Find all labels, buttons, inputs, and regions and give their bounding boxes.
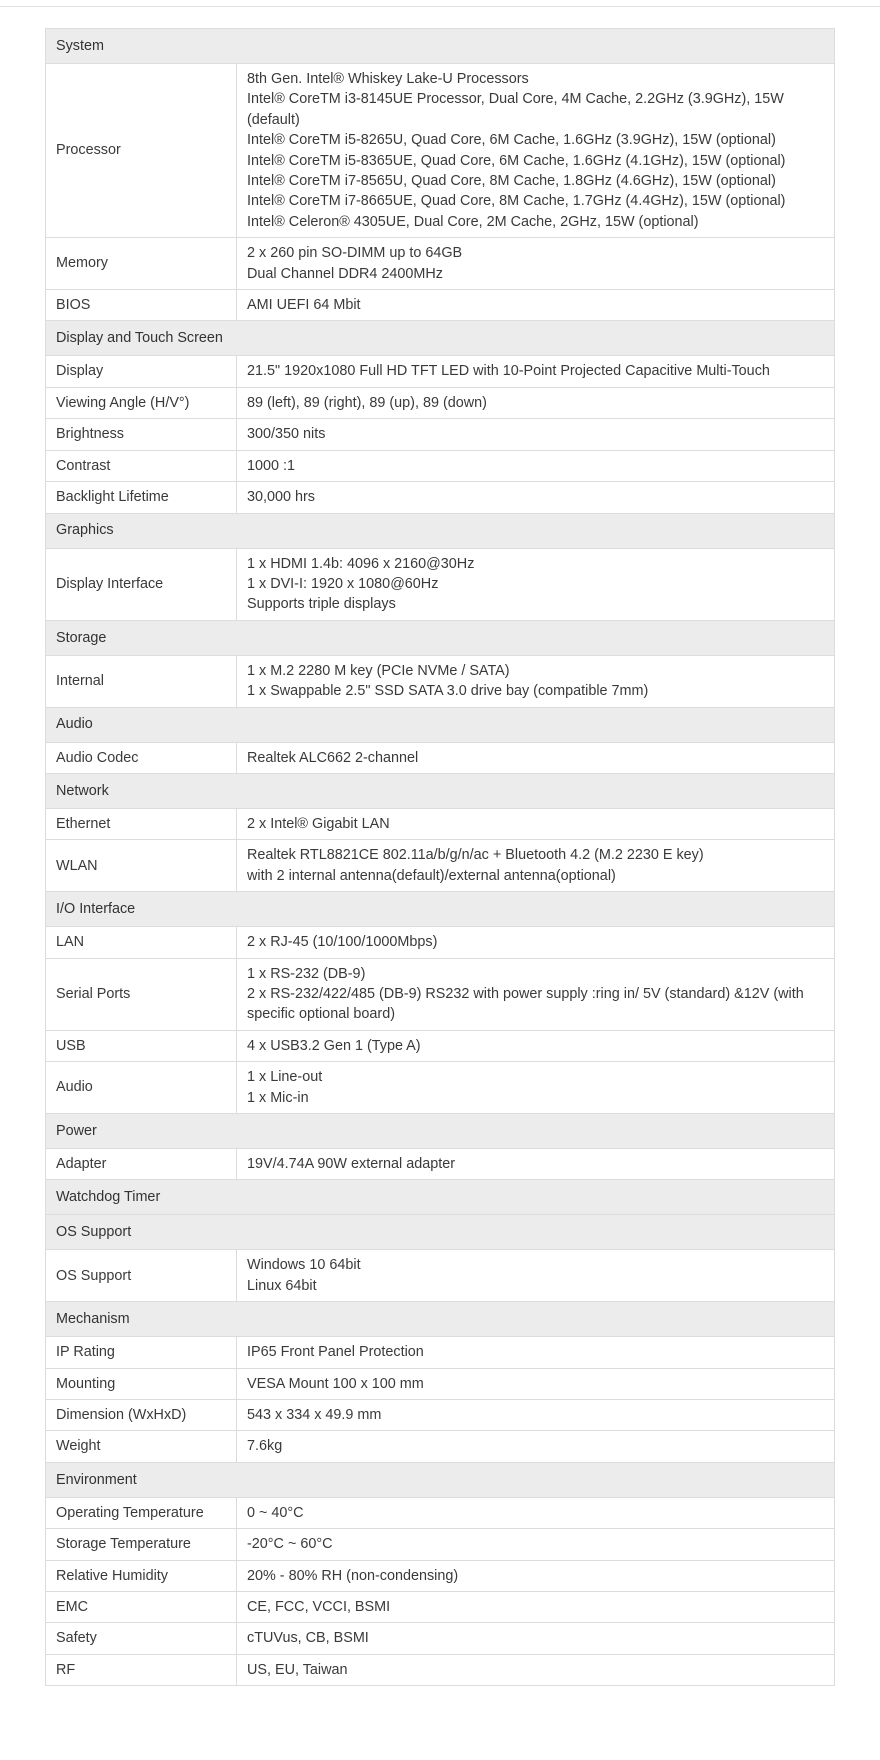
spec-value [237, 548, 835, 620]
spec-value-line: IP65 Front Panel Protection [247, 1344, 424, 1361]
spec-label: Backlight Lifetime [46, 482, 237, 513]
spec-label: BIOS [46, 290, 237, 321]
spec-value-line: Intel® CoreTM i3-8145UE Processor, Dual Core, 4M Cache, 2.2GHz (3.9GHz), 15W (default) [247, 91, 784, 128]
spec-label: OS Support [46, 1250, 237, 1302]
spec-value-line: 0 ~ 40°C [247, 1504, 304, 1521]
spec-value [237, 419, 835, 450]
spec-label: Audio Codec [46, 742, 237, 773]
spec-value-line: AMI UEFI 64 Mbit [247, 297, 361, 314]
spec-value-line: Intel® CoreTM i5-8365UE, Quad Core, 6M Cache, 1.6GHz (4.1GHz), 15W (optional) [247, 152, 786, 169]
spec-row [46, 1623, 835, 1654]
spec-value [237, 742, 835, 773]
spec-value-line: Intel® CoreTM i7-8665UE, Quad Core, 8M Cache, 1.7GHz (4.4GHz), 15W (optional) [247, 193, 786, 210]
spec-label: Viewing Angle (H/V°) [46, 387, 237, 418]
spec-value-line: -20°C ~ 60°C [247, 1536, 333, 1553]
spec-value-line: 2 x Intel® Gigabit LAN [247, 815, 390, 832]
spec-value-line: 4 x USB3.2 Gen 1 (Type A) [247, 1037, 421, 1054]
spec-row [46, 450, 835, 481]
spec-label: RF [46, 1654, 237, 1685]
spec-row [46, 64, 835, 238]
spec-label: Mounting [46, 1368, 237, 1399]
spec-value-line: 1 x HDMI 1.4b: 4096 x 2160@30Hz [247, 555, 475, 572]
spec-row [46, 238, 835, 290]
spec-value [237, 1497, 835, 1528]
spec-row [46, 927, 835, 958]
section-title: OS Support [46, 1215, 835, 1250]
section-header-row [46, 773, 835, 808]
spec-value-line: 89 (left), 89 (right), 89 (up), 89 (down) [247, 394, 487, 411]
section-header-row [46, 321, 835, 356]
spec-value-line: 30,000 hrs [247, 489, 316, 506]
spec-row [46, 1149, 835, 1180]
spec-value-line: 1 x Mic-in [247, 1089, 309, 1106]
spec-value-line: 1 x Swappable 2.5" SSD SATA 3.0 drive bay (compatible 7mm) [247, 683, 649, 700]
spec-value-line: 1000 :1 [247, 457, 296, 474]
spec-label: USB [46, 1030, 237, 1061]
section-header-row [46, 892, 835, 927]
spec-row [46, 1250, 835, 1302]
spec-value [237, 356, 835, 387]
spec-value [237, 450, 835, 481]
section-title: Network [46, 773, 835, 808]
spec-value-line: 19V/4.74A 90W external adapter [247, 1156, 456, 1172]
spec-value [237, 1250, 835, 1302]
spec-row [46, 1400, 835, 1431]
spec-value-line: with 2 internal antenna(default)/external antenna(optional) [247, 867, 616, 884]
spec-value [237, 1400, 835, 1431]
spec-value-line: 1 x Line-out [247, 1069, 323, 1086]
section-header-row [46, 1462, 835, 1497]
spec-label: EMC [46, 1592, 237, 1623]
spec-value-line: 300/350 nits [247, 426, 326, 443]
spec-row [46, 808, 835, 839]
spec-value-line: 20% - 80% RH (non-condensing) [247, 1567, 459, 1584]
spec-value [237, 1149, 835, 1180]
spec-value-line: 1 x DVI-I: 1920 x 1080@60Hz [247, 575, 439, 592]
spec-value [237, 1560, 835, 1591]
section-title: Display and Touch Screen [46, 321, 835, 356]
spec-label: Audio [46, 1062, 237, 1114]
spec-label: Dimension (WxHxD) [46, 1400, 237, 1431]
section-title: I/O Interface [46, 892, 835, 927]
spec-row [46, 548, 835, 620]
spec-value [237, 238, 835, 290]
section-header-row [46, 1180, 835, 1215]
spec-value [237, 64, 835, 238]
spec-label: WLAN [46, 840, 237, 892]
section-header-row [46, 1215, 835, 1250]
spec-label: Storage Temperature [46, 1529, 237, 1560]
spec-value [237, 1431, 835, 1462]
spec-row [46, 1592, 835, 1623]
spec-label: Internal [46, 655, 237, 707]
spec-value-line: 21.5" 1920x1080 Full HD TFT LED with 10-Point Projected Capacitive Multi-Touch [247, 363, 770, 380]
spec-value-line: CE, FCC, VCCI, BSMI [247, 1599, 391, 1616]
section-header-row [46, 1302, 835, 1337]
spec-label: Safety [46, 1623, 237, 1654]
spec-row [46, 655, 835, 707]
spec-value-line: Supports triple displays [247, 596, 396, 613]
spec-label: Contrast [46, 450, 237, 481]
spec-value [237, 1529, 835, 1560]
spec-label: LAN [46, 927, 237, 958]
spec-row [46, 1529, 835, 1560]
spec-label: IP Rating [46, 1337, 237, 1368]
spec-value-line: Dual Channel DDR4 2400MHz [247, 265, 443, 282]
spec-value-line: Intel® CoreTM i7-8565U, Quad Core, 8M Cache, 1.8GHz (4.6GHz), 15W (optional) [247, 173, 776, 190]
spec-value-line: 2 x 260 pin SO-DIMM up to 64GB [247, 245, 463, 262]
spec-table [45, 28, 835, 1686]
spec-label: Serial Ports [46, 958, 237, 1030]
spec-value-line: 2 x RJ-45 (10/100/1000Mbps) [247, 934, 438, 951]
spec-row [46, 1368, 835, 1399]
section-header-row [46, 513, 835, 548]
spec-value [237, 808, 835, 839]
spec-row [46, 1030, 835, 1061]
spec-row [46, 1497, 835, 1528]
spec-value [237, 927, 835, 958]
spec-table-body [46, 29, 835, 1686]
section-title: Audio [46, 707, 835, 742]
spec-label: Weight [46, 1431, 237, 1462]
section-header-row [46, 29, 835, 64]
section-title: Graphics [46, 513, 835, 548]
spec-value-line: Linux 64bit [247, 1277, 317, 1294]
section-title: Mechanism [46, 1302, 835, 1337]
spec-row [46, 1431, 835, 1462]
spec-row [46, 387, 835, 418]
spec-row [46, 840, 835, 892]
spec-row [46, 958, 835, 1030]
section-title: Environment [46, 1462, 835, 1497]
spec-value-line: Realtek RTL8821CE 802.11a/b/g/n/ac + Bluetooth 4.2 (M.2 2230 E key) [247, 847, 704, 864]
section-title: Power [46, 1114, 835, 1149]
section-title: System [46, 29, 835, 64]
spec-row [46, 742, 835, 773]
spec-label: Relative Humidity [46, 1560, 237, 1591]
spec-value-line: cTUVus, CB, BSMI [247, 1630, 369, 1647]
spec-value [237, 1062, 835, 1114]
spec-label: Operating Temperature [46, 1497, 237, 1528]
spec-label: Memory [46, 238, 237, 290]
spec-value-line: Windows 10 64bit [247, 1257, 361, 1274]
spec-value [237, 840, 835, 892]
spec-value [237, 387, 835, 418]
spec-value-line: Intel® Celeron® 4305UE, Dual Core, 2M Cache, 2GHz, 15W (optional) [247, 213, 699, 230]
spec-value-line: Intel® CoreTM i5-8265U, Quad Core, 6M Cache, 1.6GHz (3.9GHz), 15W (optional) [247, 132, 776, 149]
section-title: Storage [46, 620, 835, 655]
spec-value [237, 655, 835, 707]
spec-value-line: 1 x RS-232 (DB-9) [247, 965, 366, 982]
page-top-divider [0, 6, 880, 7]
spec-label: Display [46, 356, 237, 387]
spec-value-line: 7.6kg [247, 1438, 283, 1455]
spec-row [46, 356, 835, 387]
spec-value-line: 1 x M.2 2280 M key (PCIe NVMe / SATA) [247, 662, 510, 679]
spec-value-line: VESA Mount 100 x 100 mm [247, 1375, 424, 1392]
spec-value [237, 1337, 835, 1368]
spec-row [46, 482, 835, 513]
spec-label: Processor [46, 64, 237, 238]
spec-row [46, 290, 835, 321]
section-title: Watchdog Timer [46, 1180, 835, 1215]
spec-value [237, 1623, 835, 1654]
section-header-row [46, 1114, 835, 1149]
spec-value-line: 8th Gen. Intel® Whiskey Lake-U Processors [247, 71, 529, 87]
spec-label: Brightness [46, 419, 237, 450]
spec-value [237, 482, 835, 513]
spec-value-line: Realtek ALC662 2-channel [247, 749, 419, 766]
spec-label: Adapter [46, 1149, 237, 1180]
spec-value [237, 1654, 835, 1685]
spec-value [237, 1592, 835, 1623]
spec-label: Ethernet [46, 808, 237, 839]
spec-row [46, 419, 835, 450]
spec-label: Display Interface [46, 548, 237, 620]
spec-row [46, 1654, 835, 1685]
spec-row [46, 1560, 835, 1591]
spec-value-line: 2 x RS-232/422/485 (DB-9) RS232 with power supply :ring in/ 5V (standard) &12V (with specific optional board) [247, 985, 804, 1023]
spec-value [237, 290, 835, 321]
spec-value-line: 543 x 334 x 49.9 mm [247, 1407, 382, 1424]
section-header-row [46, 707, 835, 742]
spec-row [46, 1062, 835, 1114]
spec-value-line: US, EU, Taiwan [247, 1661, 348, 1678]
spec-value [237, 1030, 835, 1061]
section-header-row [46, 620, 835, 655]
spec-value [237, 1368, 835, 1399]
spec-value [237, 958, 835, 1030]
spec-row [46, 1337, 835, 1368]
